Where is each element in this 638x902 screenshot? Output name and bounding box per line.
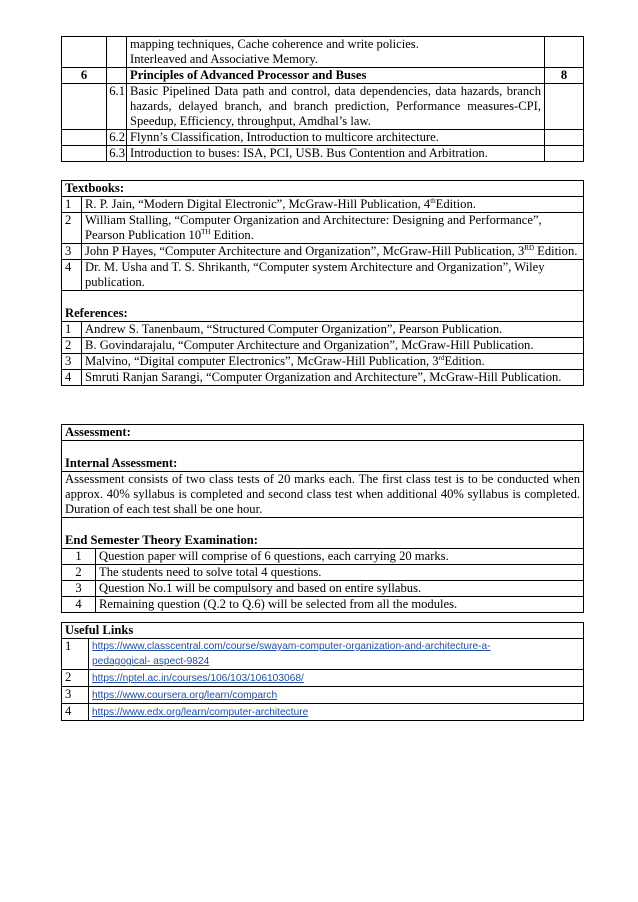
link-row xyxy=(62,704,584,721)
reference-text: Smruti Ranjan Sarangi, “Computer Organization and Architecture”, McGraw-Hill Publication. xyxy=(85,370,562,384)
reference-number: 3 xyxy=(62,354,82,370)
textbooks-heading: Textbooks: xyxy=(62,181,584,197)
end-sem-item xyxy=(62,565,584,581)
link-url-continued[interactable]: pedagogical- aspect-9824 xyxy=(92,656,210,667)
topic-text: Basic Pipelined Data path and control, data dependencies, data hazards, branch hazards, delayed branch, and branch prediction, Performance measures-CPI, Speedup, Efficiency, throughput, Amdhal’s law. xyxy=(127,84,545,130)
end-sem-text: The students need to solve total 4 questions. xyxy=(96,565,584,581)
textbook-number: 2 xyxy=(62,213,82,244)
link-url[interactable]: https://www.classcentral.com/course/swayam-computer-organization-and-architecture-a- xyxy=(92,641,491,652)
reference-number: 4 xyxy=(62,370,82,386)
superscript: RD xyxy=(524,243,535,252)
textbook-text-end: Edition. xyxy=(534,244,578,258)
link-url[interactable]: https://www.edx.org/learn/computer-architecture xyxy=(92,707,309,718)
end-sem-number: 4 xyxy=(62,597,96,613)
reference-number: 2 xyxy=(62,338,82,354)
textbook-number: 3 xyxy=(62,244,82,260)
reference-number: 1 xyxy=(62,322,82,338)
textbook-item xyxy=(62,197,584,213)
reference-text: Malvino, “Digital computer Electronics”, McGraw-Hill Publication, 3 xyxy=(85,354,439,368)
books-table xyxy=(61,180,584,386)
link-row xyxy=(62,687,584,704)
useful-links-table xyxy=(61,622,584,721)
assessment-heading: Assessment: xyxy=(62,425,584,441)
textbook-number: 1 xyxy=(62,197,82,213)
topic-id: 6.1 xyxy=(107,84,127,130)
topic-text: Introduction to buses: ISA, PCI, USB. Bus Contention and Arbitration. xyxy=(127,146,545,162)
references-heading: References: xyxy=(62,306,584,322)
textbook-text: R. P. Jain, “Modern Digital Electronic”, McGraw-Hill Publication, 4 xyxy=(85,197,431,211)
superscript: TH xyxy=(201,227,211,236)
end-sem-item xyxy=(62,581,584,597)
textbook-text: William Stalling, “Computer Organization and Architecture: Designing and Performance”, Pearson Publication 10 xyxy=(85,213,542,242)
module-hours: 8 xyxy=(545,68,584,84)
end-sem-text: Question No.1 will be compulsory and based on entire syllabus. xyxy=(96,581,584,597)
reference-text: Andrew S. Tanenbaum, “Structured Computer Organization”, Pearson Publication. xyxy=(85,322,503,336)
link-number: 2 xyxy=(62,670,89,687)
textbook-item xyxy=(62,244,584,260)
end-sem-heading: End Semester Theory Examination: xyxy=(62,533,584,549)
end-sem-number: 3 xyxy=(62,581,96,597)
superscript: th xyxy=(430,196,436,205)
link-number: 3 xyxy=(62,687,89,704)
textbook-item xyxy=(62,213,584,244)
reference-text: B. Govindarajalu, “Computer Architecture and Organization”, McGraw-Hill Publication. xyxy=(85,338,534,352)
topic-row xyxy=(62,146,584,162)
link-url[interactable]: https://nptel.ac.in/courses/106/103/106103068/ xyxy=(92,673,304,684)
topic-id: 6.3 xyxy=(107,146,127,162)
link-url[interactable]: https://www.coursera.org/learn/comparch xyxy=(92,690,278,701)
reference-item xyxy=(62,338,584,354)
link-number: 1 xyxy=(62,639,89,670)
end-sem-item xyxy=(62,597,584,613)
topic-text: Flynn’s Classification, Introduction to multicore architecture. xyxy=(127,130,545,146)
textbook-text-end: Edition. xyxy=(210,228,254,242)
topic-row xyxy=(62,130,584,146)
syllabus-table xyxy=(61,36,584,162)
internal-assessment-heading: Internal Assessment: xyxy=(62,456,584,472)
internal-assessment-text: Assessment consists of two class tests of 20 marks each. The first class test is to be conducted when approx. 40% syllabus is completed and second class test when additional 40% syllabus is completed. Duration of each test shall be one hour. xyxy=(62,472,584,518)
link-row xyxy=(62,639,584,670)
reference-item xyxy=(62,322,584,338)
end-sem-text: Question paper will comprise of 6 questions, each carrying 20 marks. xyxy=(96,549,584,565)
textbook-text-end: Edition. xyxy=(435,197,476,211)
topic-row xyxy=(62,84,584,130)
link-number: 4 xyxy=(62,704,89,721)
textbook-text: Dr. M. Usha and T. S. Shrikanth, “Computer system Architecture and Organization”, Wiley publication. xyxy=(85,260,545,289)
module-number: 6 xyxy=(62,68,107,84)
reference-item xyxy=(62,370,584,386)
end-sem-text: Remaining question (Q.2 to Q.6) will be selected from all the modules. xyxy=(96,597,584,613)
module-row xyxy=(62,68,584,84)
superscript: rd xyxy=(438,353,445,362)
textbook-item xyxy=(62,260,584,291)
textbook-text: John P Hayes, “Computer Architecture and Organization”, McGraw-Hill Publication, 3 xyxy=(85,244,525,258)
textbook-number: 4 xyxy=(62,260,82,291)
assessment-table xyxy=(61,424,584,613)
continuation-line: Interleaved and Associative Memory. xyxy=(130,52,319,66)
topic-id: 6.2 xyxy=(107,130,127,146)
continuation-line: mapping techniques, Cache coherence and write policies. xyxy=(130,37,419,51)
reference-text-end: Edition. xyxy=(444,354,485,368)
module-title: Principles of Advanced Processor and Buses xyxy=(127,68,545,84)
syllabus-continuation-row xyxy=(62,37,584,68)
end-sem-item xyxy=(62,549,584,565)
reference-item xyxy=(62,354,584,370)
link-row xyxy=(62,670,584,687)
useful-links-heading: Useful Links xyxy=(62,623,584,639)
end-sem-number: 2 xyxy=(62,565,96,581)
end-sem-number: 1 xyxy=(62,549,96,565)
